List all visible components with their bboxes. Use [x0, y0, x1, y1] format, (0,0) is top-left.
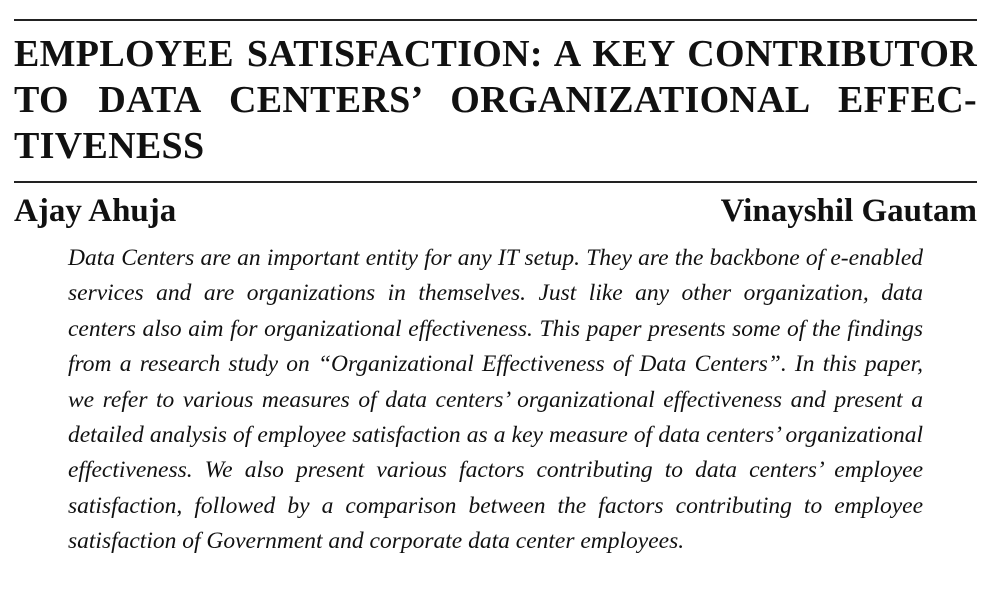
author-2: Vinayshil Gautam — [720, 193, 977, 229]
abstract-text: Data Centers are an important entity for any IT setup. They are the backbone of e-enabled services and are organizations in themselves. Just like any other organization, data centers also aim for organizational effectiveness. This paper presents some of the findings from a research study on “Organizational Effectiveness of Data Centers”. In this paper, we refer to various measures of data centers’ organizational effectiveness and present a detailed analysis of employee satisfaction as a key measure of data centers’ organizational effectiveness. We also present various factors contributing to data centers’ employee satisfaction, followed by a comparison between the factors contributing to employee satisfaction of Government and corporate data center employees. — [68, 245, 923, 555]
paper-header — [14, 19, 977, 560]
paper-title: EMPLOYEE SATISFACTION: A KEY CONTRIBUTOR TO DATA CENTERS’ ORGANIZATIONAL EFFEC-TIVENESS — [14, 33, 977, 167]
top-rule — [14, 19, 977, 21]
author-1: Ajay Ahuja — [14, 193, 177, 229]
title-bottom-rule — [14, 181, 977, 183]
author-line — [14, 191, 977, 231]
